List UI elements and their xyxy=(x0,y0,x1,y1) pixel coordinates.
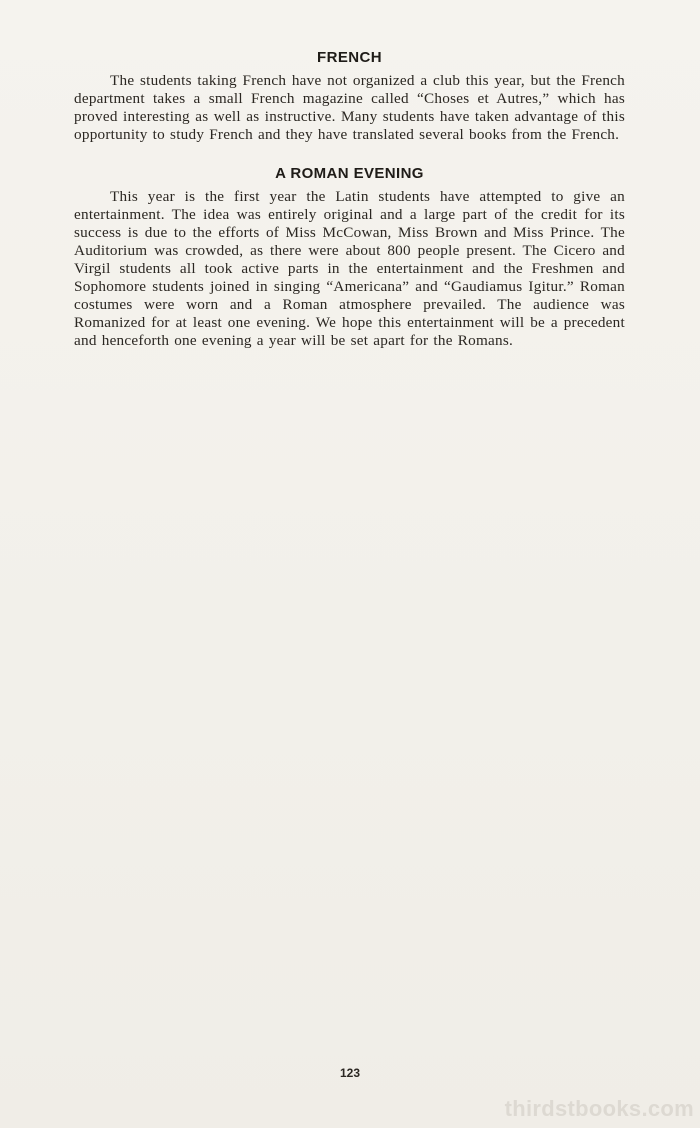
section-heading-french: FRENCH xyxy=(317,49,382,66)
roman-evening-section xyxy=(74,164,625,350)
section-heading-roman-evening: A ROMAN EVENING xyxy=(275,165,424,182)
text-column xyxy=(74,48,625,350)
watermark: thirdstbooks.com xyxy=(504,1096,694,1121)
french-section xyxy=(74,48,625,144)
page-number: 123 xyxy=(339,1066,361,1080)
section-body-roman-evening: This year is the first year the Latin students have attempted to give an entertainment. The idea was entirely original and a large part of the credit for its success is due to the efforts of Miss McCowan, Miss Brown and Miss Prince. The Auditorium was crowded, as there were about 800 people present. The Cicero and Virgil students all took active parts in the entertainment and the Freshmen and Sophomore students joined in singing “Americana” and “Gaudiamus Igitur.” Roman costumes were worn and a Roman atmosphere prevailed. The audience was Romanized for at least one evening. We hope this entertainment will be a precedent and henceforth one evening a year will be set apart for the Romans. xyxy=(74,188,625,349)
section-body-french: The students taking French have not organized a club this year, but the French department takes a small French magazine called “Choses et Autres,” which has proved interesting as well as instructive. Many students have taken advantage of this opportunity to study French and they have translated several books from the French. xyxy=(74,72,625,143)
